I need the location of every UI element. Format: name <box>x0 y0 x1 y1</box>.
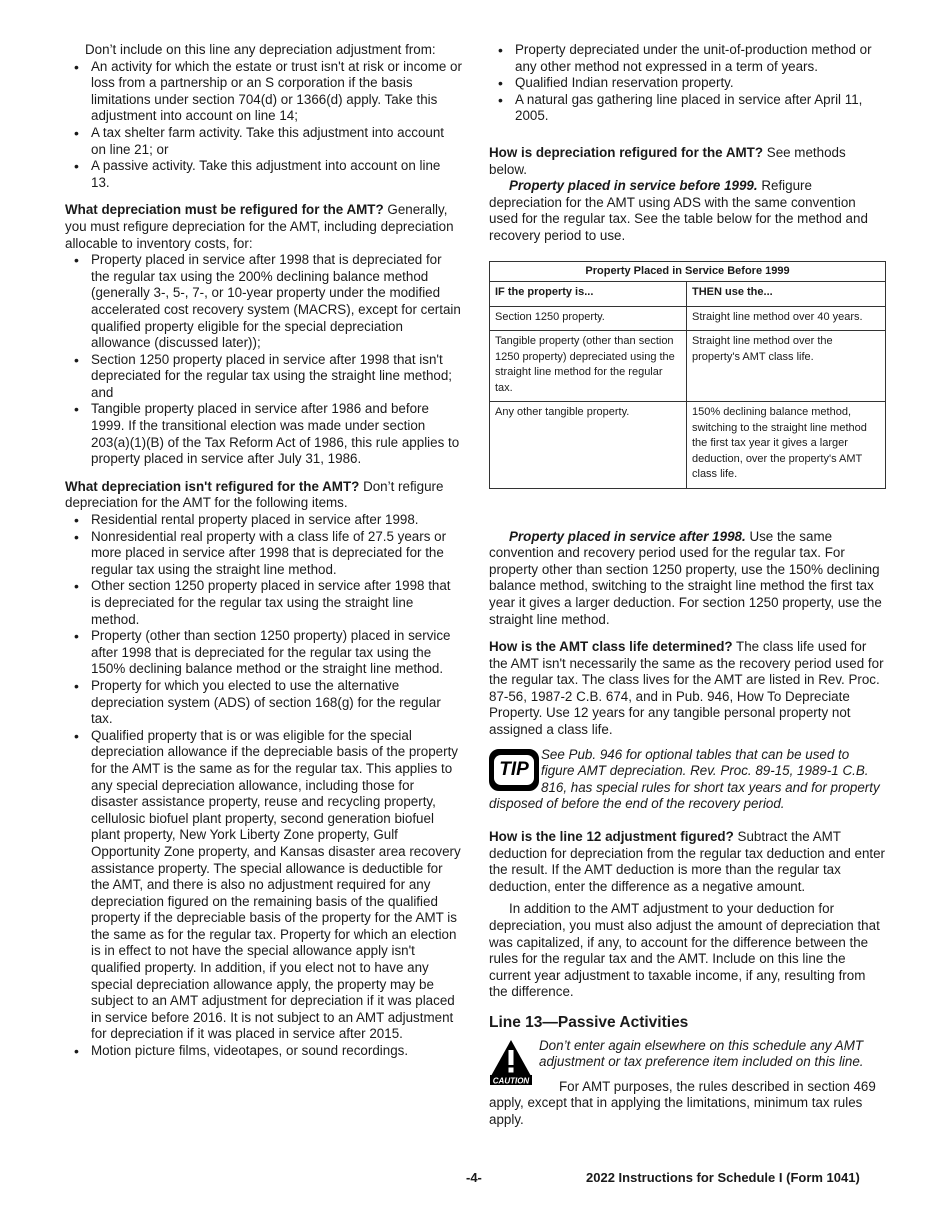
not-refigured-text: Don’t refigure depreciation for the AMT for the following items. <box>65 478 444 511</box>
left-column <box>65 42 462 1060</box>
table-cell: Any other tangible property. <box>490 402 687 489</box>
not-refigured-list <box>65 512 462 1060</box>
list-item: • An activity for which the estate or trust isn't at risk or income or loss from a partnership or an S corporation if the basis limitations under section 704(d) or 1366(d) apply. Take this adjustment into account on line 14; <box>65 59 462 125</box>
depreciation-table <box>489 261 886 489</box>
must-refigure-text: Generally, you must refigure depreciation for the AMT, including depreciation allocable to inventory costs, for: <box>65 202 454 251</box>
how-refigured-paragraph <box>489 145 886 178</box>
not-refigured-heading: What depreciation isn't refigured for the AMT? <box>65 478 360 494</box>
list-item: • Section 1250 property placed in service after 1998 that isn't depreciated for the regular tax using the straight line method; and <box>65 352 462 402</box>
table-cell: Section 1250 property. <box>490 306 687 331</box>
list-item: • Property depreciated under the unit-of-production method or any other method not expressed in a term of years. <box>489 42 886 75</box>
before-1999-heading: Property placed in service before 1999. <box>509 178 758 194</box>
not-refigured-paragraph <box>65 479 462 512</box>
class-life-text: The class life used for the AMT isn't necessarily the same as the recovery period used for the regular tax. The class lives for the AMT are listed in Rev. Proc. 87-56, 1987-2 C.B. 674, and in Pub. 946, How To Depreciate Property. Use 12 years for any tangible personal property not assigned a class life. <box>489 639 884 738</box>
after-1998-paragraph <box>489 529 886 629</box>
addition-paragraph: In addition to the AMT adjustment to your deduction for depreciation, you must also adjust the amount of depreciation that was capitalized, if any, to account for the difference between the rules for the regular tax and the AMT. Include on this line the current year adjustment to taxable income, if any, resulting from the difference. <box>489 901 880 1000</box>
before-1999-text: Refigure depreciation for the AMT using ADS with the same convention used for the regular tax. See the table below for the method and recovery period to use. <box>489 178 868 243</box>
before-1999-paragraph <box>489 178 886 244</box>
list-item: • Nonresidential real property with a class life of 27.5 years or more placed in service after 1998 that is depreciated for the regular tax using the straight line method. <box>65 529 462 579</box>
how-refigured-text: See methods below. <box>489 144 846 177</box>
list-item: • A passive activity. Take this adjustment into account on line 13. <box>65 158 462 191</box>
list-item: • Other section 1250 property placed in service after 1998 that is depreciated for the regular tax using the straight line method. <box>65 578 462 628</box>
intro-paragraph: Don’t include on this line any depreciation adjustment from: <box>85 42 436 57</box>
class-life-heading: How is the AMT class life determined? <box>489 639 733 655</box>
after-1998-text: Use the same convention and recovery period used for the regular tax. For property other than section 1250 property, use the 150% declining balance method, switching to the straight line method the first tax year it gives a larger deduction. For section 1250 property, use the straight line method. <box>489 528 882 627</box>
table-cell: Straight line method over 40 years. <box>687 306 886 331</box>
tip-text: See Pub. 946 for optional tables that can be used to figure AMT depreciation. Rev. Proc. 89-15, 1989-1 C.B. 816, has special rules for short tax years and for property disposed of before the end of the recovery period. <box>489 746 880 812</box>
list-item: • Qualified Indian reservation property. <box>489 75 886 92</box>
list-item: • Property placed in service after 1998 that is depreciated for the regular tax using the 200% declining balance method (generally 3-, 5-, 7-, or 10-year property under the modified accelerated cost recovery system (MACRS), except for certain qualified property eligible for the special depreciation allowance (discussed later)); <box>65 252 462 352</box>
caution-text: Don’t enter again elsewhere on this schedule any AMT adjustment or tax preference item included on this line. <box>539 1037 864 1070</box>
list-item: • Property for which you elected to use the alternative depreciation system (ADS) of section 168(g) for the regular tax. <box>65 678 462 728</box>
table-cell: Tangible property (other than section 1250 property) depreciated using the straight line method for the regular tax. <box>490 331 687 402</box>
how-refigured-heading: How is depreciation refigured for the AMT? <box>489 144 764 160</box>
tip-icon <box>489 747 537 795</box>
caution-note <box>489 1037 886 1086</box>
list-item: • Tangible property placed in service after 1986 and before 1999. If the transitional election was made under section 203(a)(1)(B) of the Tax Reform Act of 1986, this rule applies to property placed in service after July 31, 1986. <box>65 401 462 467</box>
section-title: Line 13—Passive Activities <box>489 1013 689 1031</box>
tip-label: TIP <box>494 755 534 785</box>
table-cell: Straight line method over the property's AMT class life. <box>687 331 886 402</box>
caution-icon <box>489 1038 535 1086</box>
table-caption: Property Placed in Service Before 1999 <box>490 261 886 282</box>
list-item: • Motion picture films, videotapes, or sound recordings. <box>65 1043 462 1060</box>
passive-paragraph: For AMT purposes, the rules described in section 469 apply, except that in applying the limitations, minimum tax rules apply. <box>489 1078 876 1127</box>
list-item: • A natural gas gathering line placed in service after April 11, 2005. <box>489 92 886 125</box>
table-row <box>490 306 886 331</box>
must-refigure-heading: What depreciation must be refigured for the AMT? <box>65 202 384 218</box>
exclusion-list <box>65 59 462 192</box>
must-refigure-paragraph <box>65 202 462 252</box>
right-column <box>489 42 886 1129</box>
must-refigure-list <box>65 252 462 468</box>
list-item: • Property (other than section 1250 property) placed in service after 1998 that is depreciated for the regular tax using the 150% declining balance method or the straight line method. <box>65 628 462 678</box>
continued-list <box>489 42 886 125</box>
table-cell: 150% declining balance method, switching to the straight line method the first tax year it gives a larger deduction, over the property's AMT class life. <box>687 402 886 489</box>
page-number: -4- <box>466 1170 482 1185</box>
table-row <box>490 402 886 489</box>
list-item: • Qualified property that is or was eligible for the special depreciation allowance if the depreciable basis of the property for the AMT is the same as for the regular tax. This applies to any special depreciation allowance, including those for disaster assistance property, reuse and recycling property, cellulosic biofuel plant property, second generation biofuel plant property, New York Liberty Zone property, Gulf Opportunity Zone property, and Kansas disaster area recovery assistance property. The special allowance is deductible for the AMT, and there is also no adjustment required for any depreciation figured on the remaining basis of the qualified property if the depreciable basis of the property for the AMT is the same as for the regular tax. Property for which an election is in effect to not have the special allowance apply isn't qualified property. In addition, if you elect not to have any special depreciation allowance apply, the property may be subject to an AMT adjustment for depreciation if it was placed in service before 2016. It is not subject to an AMT adjustment for depreciation if it was placed in service after 2015. <box>65 728 462 1043</box>
table-header-if: IF the property is... <box>490 282 687 307</box>
table-header-then: THEN use the... <box>687 282 886 307</box>
list-item: • A tax shelter farm activity. Take this adjustment into account on line 21; or <box>65 125 462 158</box>
class-life-paragraph <box>489 639 886 739</box>
tip-note <box>489 747 886 813</box>
caution-label: CAUTION <box>492 1076 530 1086</box>
line12-paragraph <box>489 829 886 895</box>
list-item: • Residential rental property placed in service after 1998. <box>65 512 462 529</box>
table-row <box>490 331 886 402</box>
line12-heading: How is the line 12 adjustment figured? <box>489 829 734 845</box>
footer-title: 2022 Instructions for Schedule I (Form 1041) <box>586 1170 860 1185</box>
line12-text: Subtract the AMT deduction for depreciation from the regular tax deduction and enter the result. If the AMT deduction is more than the regular tax deduction, enter the difference as a negative amount. <box>489 829 886 894</box>
after-1998-heading: Property placed in service after 1998. <box>509 528 746 544</box>
